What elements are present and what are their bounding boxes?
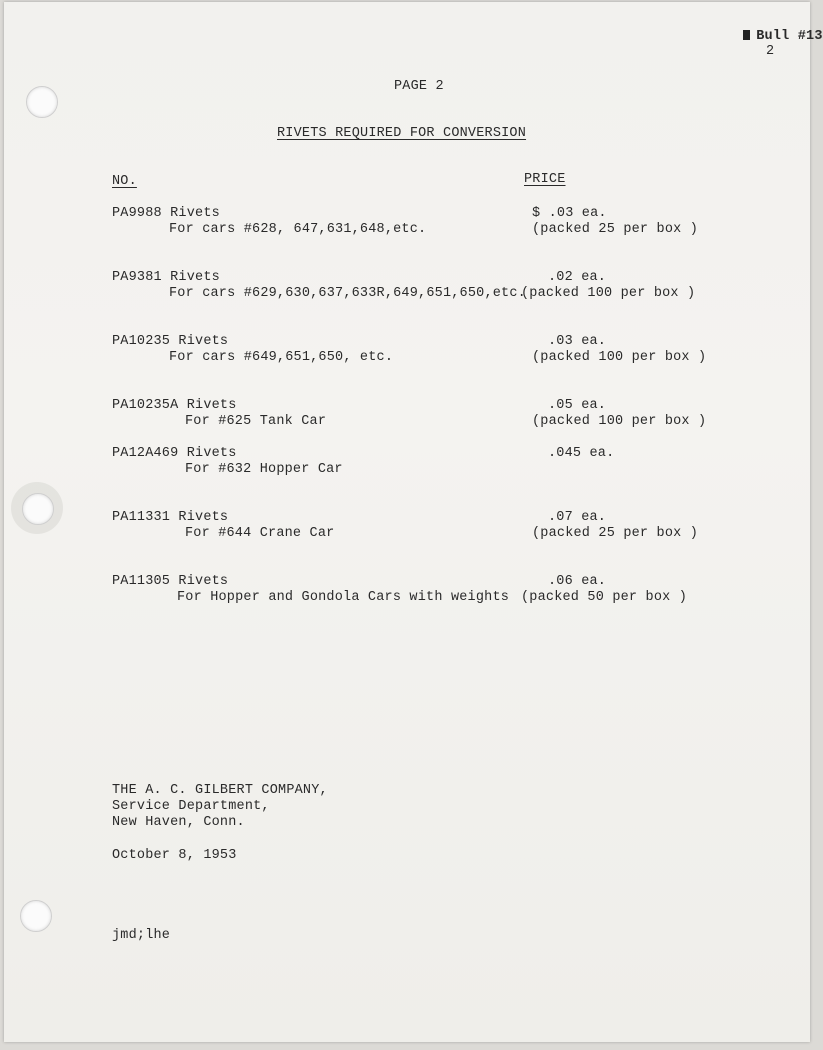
item-description: For #625 Tank Car	[185, 414, 327, 429]
column-header-no: NO.	[112, 174, 137, 189]
document-date: October 8, 1953	[112, 848, 237, 863]
item-part: PA11305 Rivets	[112, 574, 229, 589]
item-packing: (packed 50 per box )	[521, 590, 688, 605]
punch-hole-top	[26, 86, 58, 118]
punch-hole-middle	[22, 493, 54, 525]
city: New Haven, Conn.	[112, 815, 245, 830]
corner-page-number: 2	[766, 44, 775, 59]
item-price: .045 ea.	[548, 446, 615, 461]
company-name: THE A. C. GILBERT COMPANY,	[112, 783, 328, 798]
item-description: For Hopper and Gondola Cars with weights	[177, 590, 510, 605]
item-description: For #644 Crane Car	[185, 526, 335, 541]
item-packing: (packed 25 per box )	[532, 526, 699, 541]
item-part: PA12A469 Rivets	[112, 446, 237, 461]
item-part: PA9381 Rivets	[112, 270, 220, 285]
item-description: For cars #649,651,650, etc.	[169, 350, 394, 365]
bulletin-mark-icon	[743, 30, 750, 40]
item-price: .02 ea.	[548, 270, 607, 285]
item-part: PA11331 Rivets	[112, 510, 229, 525]
item-packing: (packed 100 per box )	[532, 414, 707, 429]
item-price: .06 ea.	[548, 574, 607, 589]
item-description: For cars #628, 647,631,648,etc.	[169, 222, 427, 237]
item-packing: (packed 100 per box )	[521, 286, 696, 301]
item-price: $ .03 ea.	[532, 206, 607, 221]
punch-hole-bottom	[20, 900, 52, 932]
item-part: PA9988 Rivets	[112, 206, 220, 221]
column-header-price: PRICE	[524, 172, 566, 187]
item-description: For #632 Hopper Car	[185, 462, 343, 477]
item-price: .07 ea.	[548, 510, 607, 525]
document-page	[4, 2, 823, 1042]
item-packing: (packed 100 per box )	[532, 350, 707, 365]
item-part: PA10235 Rivets	[112, 334, 229, 349]
bulletin-label: Bull #13	[756, 29, 823, 44]
item-description: For cars #629,630,637,633R,649,651,650,etc.	[169, 286, 526, 301]
typist-initials: jmd;lhe	[112, 928, 171, 943]
page-label: PAGE 2	[394, 79, 444, 94]
item-price: .05 ea.	[548, 398, 607, 413]
item-price: .03 ea.	[548, 334, 607, 349]
item-part: PA10235A Rivets	[112, 398, 237, 413]
department: Service Department,	[112, 799, 270, 814]
document-title: RIVETS REQUIRED FOR CONVERSION	[277, 126, 527, 141]
item-packing: (packed 25 per box )	[532, 222, 699, 237]
